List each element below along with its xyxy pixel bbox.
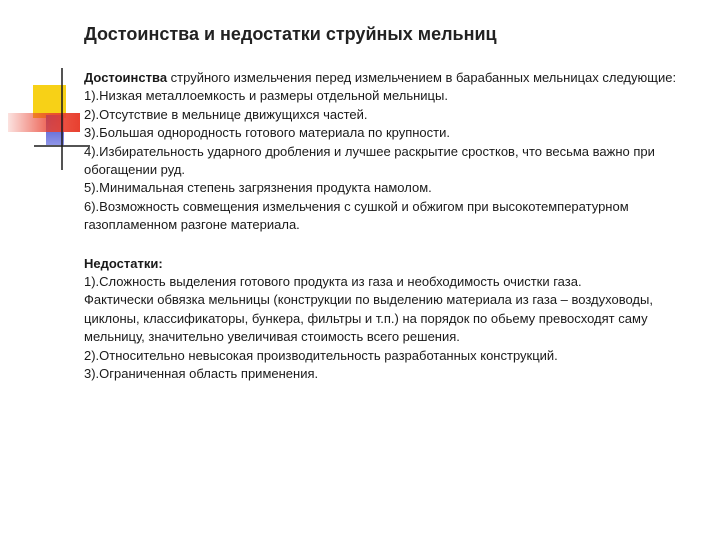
advantage-item: 5).Минимальная степень загрязнения продукта намолом. (84, 180, 432, 196)
disadvantage-item: 1).Сложность выделения готового продукта из газа и необходимость очистки газа. (84, 274, 582, 290)
red-bar (8, 113, 80, 132)
slide-title: Достоинства и недостатки струйных мельниц (84, 24, 497, 44)
disadvantage-item: Фактически обвязка мельницы (конструкции по выделению материала из газа – воздуховоды, циклоны, классификаторы, бункера, фильтры и т.п.) на порядок по обьему превосходят саму мельницу, значительно увеличивая стоимость всего решения. (84, 292, 653, 345)
slide-content (84, 69, 684, 384)
disadvantage-item: 3).Ограниченная область применения. (84, 366, 319, 382)
advantage-item: 6).Возможность совмещения измельчения с сушкой и обжигом при высокотемпературном газопламенном разгоне материала. (84, 198, 629, 233)
disadvantages-heading: Недостатки: (84, 255, 163, 271)
advantages-intro (84, 69, 684, 87)
section-gap (84, 235, 684, 255)
advantage-item: 1).Низкая металлоемкость и размеры отдельной мельницы. (84, 88, 448, 104)
disadvantage-item: 2).Относительно невысокая производительность разработанных конструкций. (84, 347, 558, 363)
advantages-intro-text: струйного измельчения перед измельчением в барабанных мельницах следующие: (167, 70, 677, 85)
advantage-item: 2).Отсутствие в мельнице движущихся частей. (84, 106, 368, 122)
decorative-squares (0, 0, 90, 170)
advantage-item: 3).Большая однородность готового материала по крупности. (84, 125, 450, 141)
advantages-bold-word: Достоинства (84, 70, 168, 85)
advantage-item: 4).Избирательность ударного дробления и лучшее раскрытие сростков, что весьма важно при обогащении руд. (84, 143, 655, 178)
